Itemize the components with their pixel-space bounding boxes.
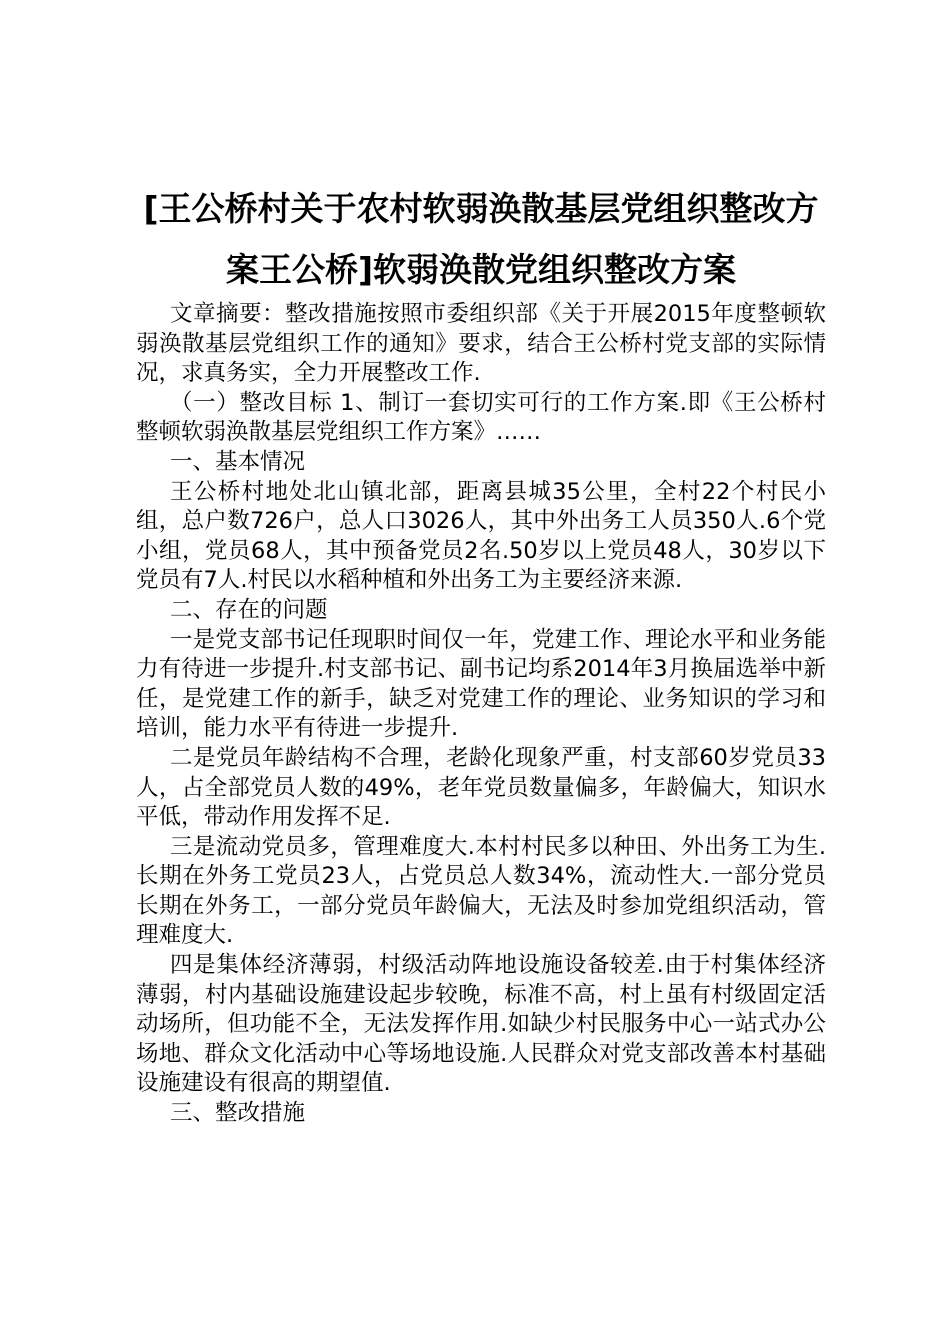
basic-info-paragraph: 王公桥村地处北山镇北部，距离县城35公里，全村22个村民小组，总户数726户，总人口3026人，其中外出务工人员350人.6个党小组，党员68人，其中预备党员2名.50岁以上党员48人，30岁以下党员有7人.村民以水稻种植和外出务工为主要经济来源. [136, 478, 826, 594]
goal-paragraph: （一）整改目标 1、制订一套切实可行的工作方案.即《王公桥村整顿软弱涣散基层党组织工作方案》…… [136, 389, 826, 446]
section-heading-problems: 二、存在的问题 [170, 596, 328, 623]
problem-paragraph-2: 二是党员年龄结构不合理，老龄化现象严重，村支部60岁党员33人，占全部党员人数的49%，老年党员数量偏多，年龄偏大，知识水平低，带动作用发挥不足. [136, 744, 826, 831]
abstract-paragraph: 文章摘要：整改措施按照市委组织部《关于开展2015年度整顿软弱涣散基层党组织工作的通知》要求，结合王公桥村党支部的实际情况，求真务实，全力开展整改工作. [136, 301, 826, 387]
document-page [136, 178, 826, 1129]
section-heading-measures: 三、整改措施 [170, 1100, 306, 1127]
problem-paragraph-1: 一是党支部书记任现职时间仅一年，党建工作、理论水平和业务能力有待进一步提升.村支部书记、副书记均系2014年3月换届选举中新任，是党建工作的新手，缺乏对党建工作的理论、业务知识的学习和培训，能力水平有待进一步提升. [136, 626, 826, 742]
document-title: [王公桥村关于农村软弱涣散基层党组织整改方案王公桥]软弱涣散党组织整改方案 [143, 189, 819, 289]
section-heading-basic-info: 一、基本情况 [170, 448, 306, 475]
problem-paragraph-3: 三是流动党员多，管理难度大.本村村民多以种田、外出务工为生.长期在外务工党员23人，占党员总人数34%，流动性大.一部分党员长期在外务工，一部分党员年龄偏大，无法及时参加党组织活动，管理难度大. [136, 833, 826, 949]
document-body [136, 300, 826, 1129]
problem-paragraph-4: 四是集体经济薄弱，村级活动阵地设施设备较差.由于村集体经济薄弱，村内基础设施建设起步较晚，标准不高，村上虽有村级固定活动场所，但功能不全，无法发挥作用.如缺少村民服务中心一站式办公场地、群众文化活动中心等场地设施.人民群众对党支部改善本村基础设施建设有很高的期望值. [136, 952, 826, 1097]
